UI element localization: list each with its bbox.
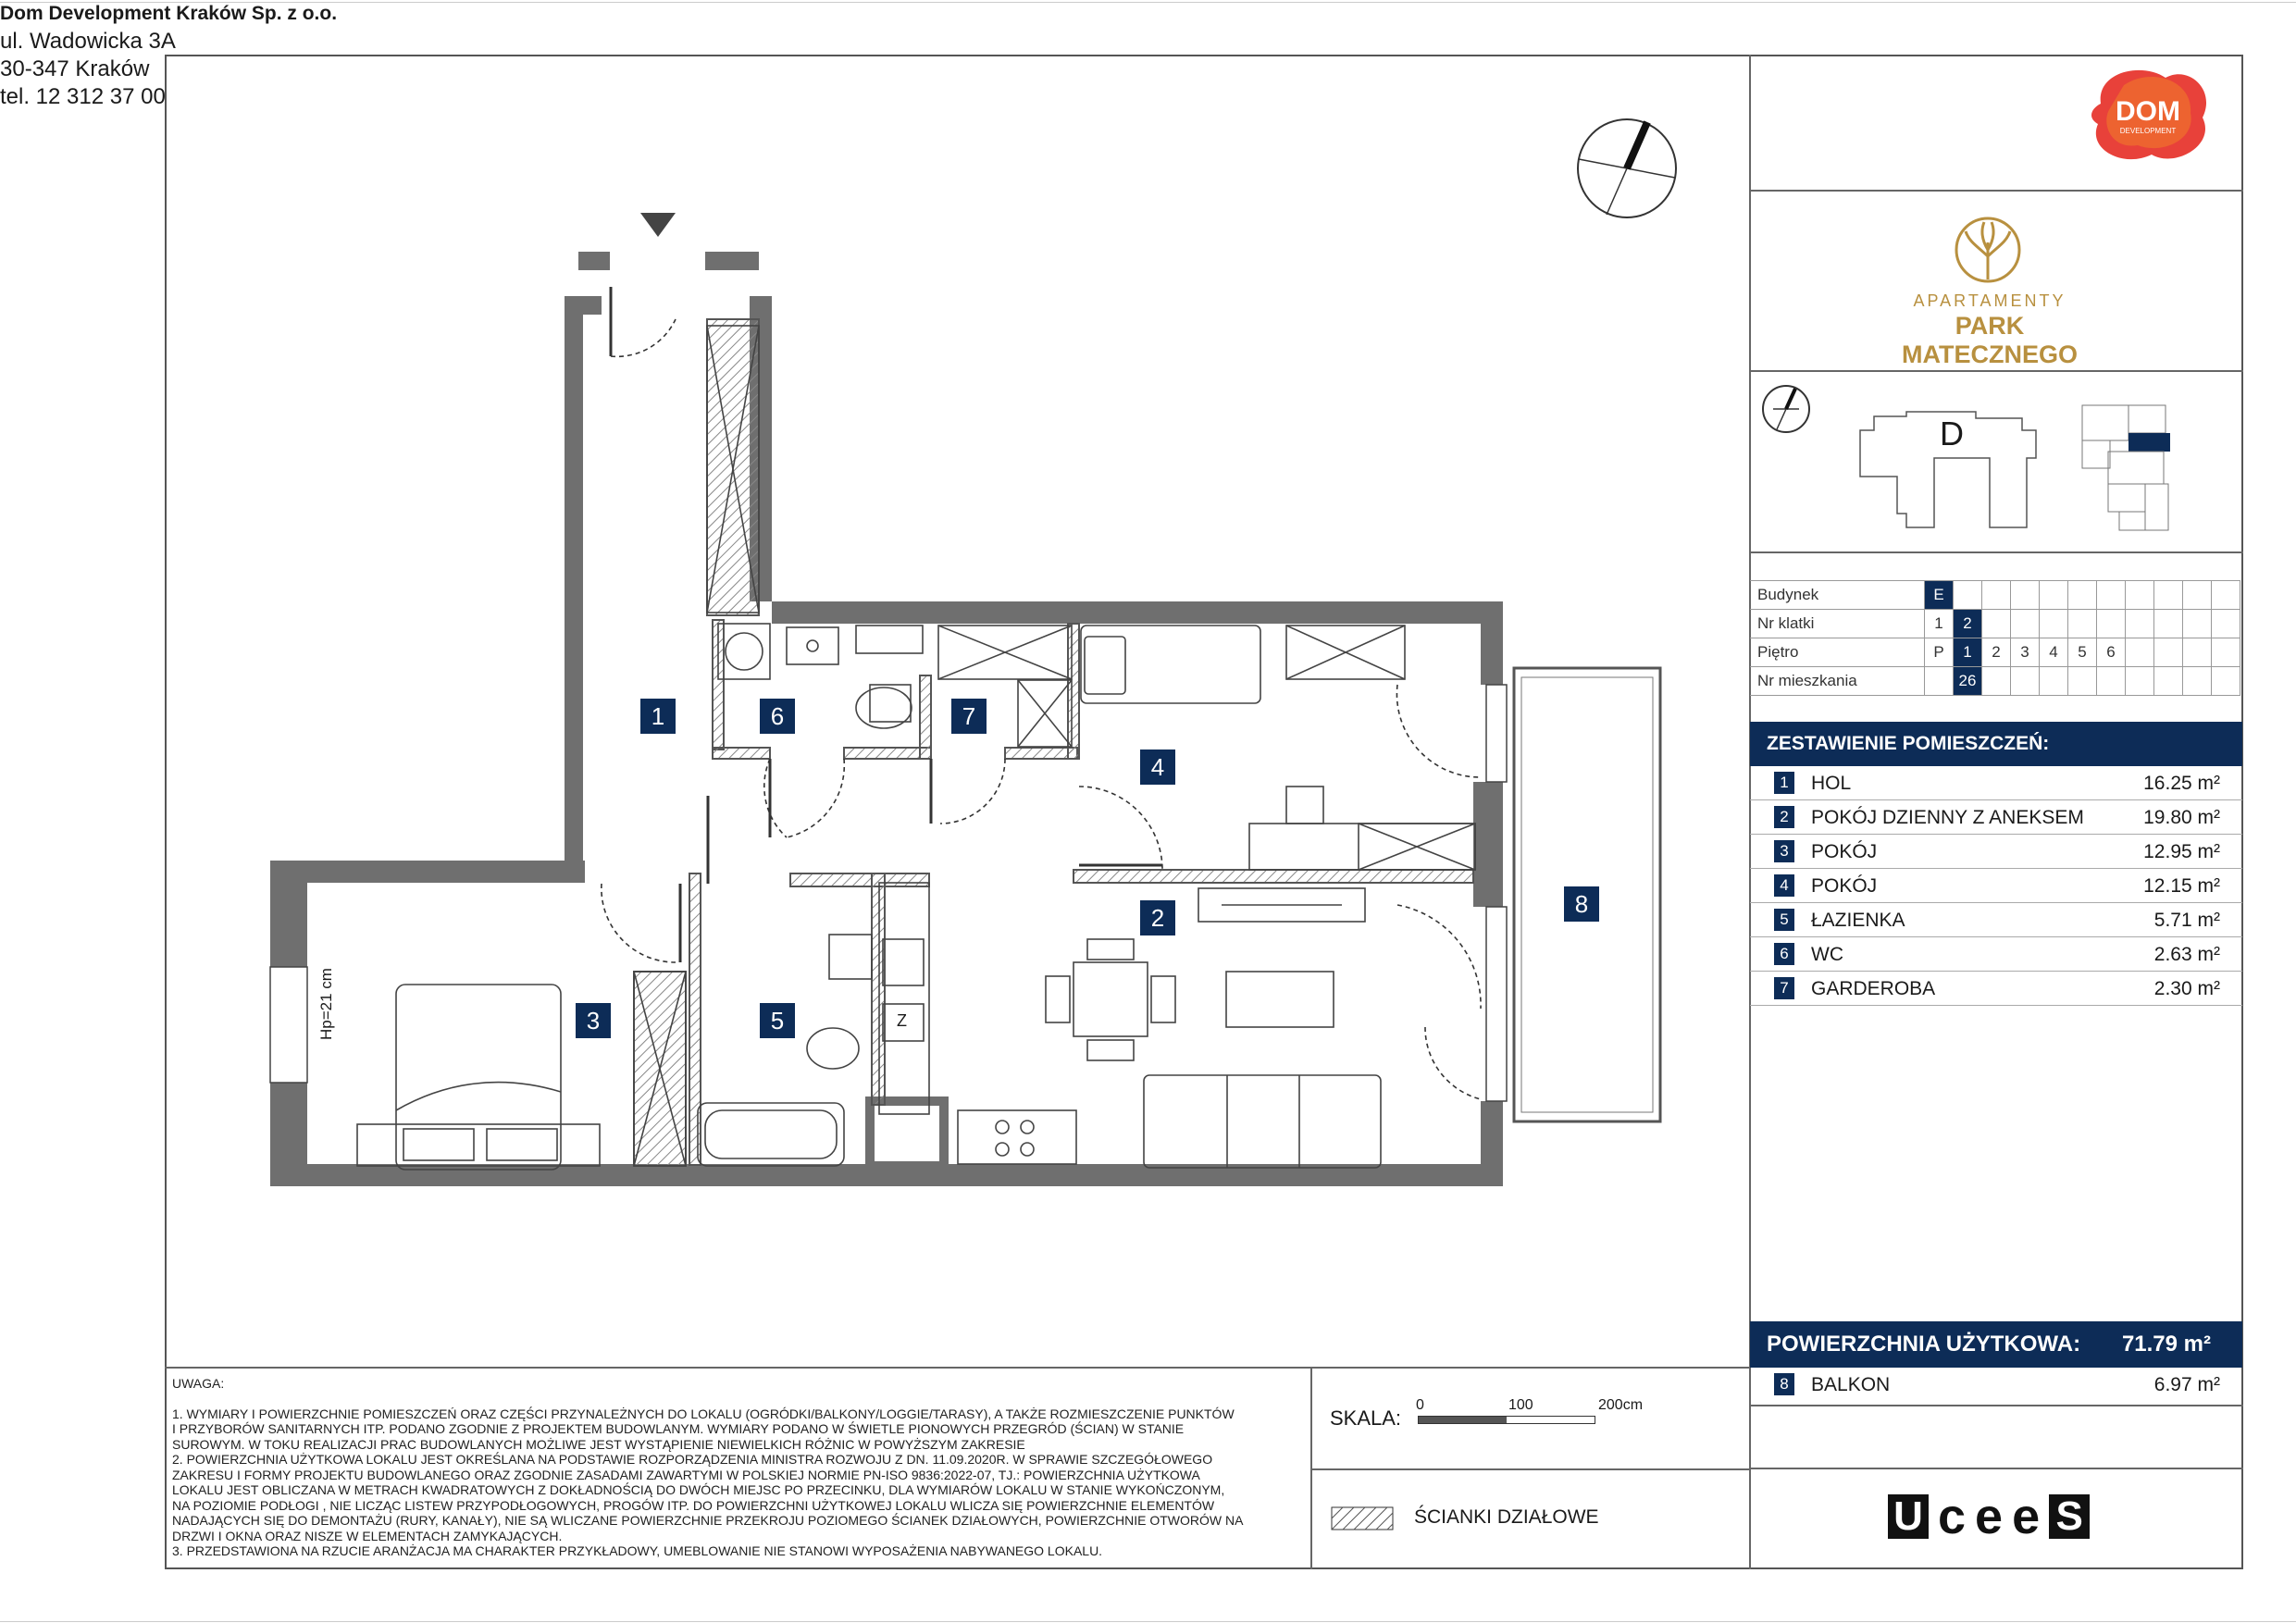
ucees-char-e2: e [2012, 1489, 2041, 1544]
building-label: D [1940, 415, 1964, 452]
room-area: 19.80 m² [2143, 807, 2220, 828]
unit-info-table [1750, 580, 2240, 696]
room-num: 2 [1774, 806, 1794, 828]
ucees-logo [1888, 1489, 2090, 1544]
note-line: 1. WYMIARY I POWIERZCHNIE POMIESZCZEŃ ORAZ CZĘŚCI PRZYNALEŻNYCH DO LOKALU (OGRÓDKI/BALKONY/LOGGIE/TARASY), A TAKŻE ROZMIESZCZENIE PUNKTÓW [172, 1406, 1235, 1421]
room-num: 4 [1774, 874, 1794, 897]
room-row-1 [1750, 766, 2242, 800]
row-mieszkanie [1750, 667, 2240, 696]
divider-notes [165, 1367, 1751, 1369]
tree-logo-icon [1953, 215, 2023, 285]
room-area: 2.30 m² [2153, 978, 2220, 999]
bottom-rule [0, 1621, 2296, 1622]
row-klatka [1750, 610, 2240, 638]
ucees-char-c: c [1938, 1489, 1967, 1544]
room-num: 1 [1774, 772, 1794, 794]
room-name: POKÓJ [1811, 841, 1878, 862]
room-row-6 [1750, 937, 2242, 972]
room-tag-8: 8 [1564, 886, 1599, 922]
pietro-4: 4 [2040, 638, 2068, 667]
budynek-value: E [1925, 581, 1954, 610]
room-name: POKÓJ DZIENNY Z ANEKSEM [1811, 807, 2084, 828]
row-pietro [1750, 638, 2240, 667]
room-name: WC [1811, 944, 1843, 965]
fridge-label: Z [897, 1011, 907, 1030]
notes-title: UWAGA: [172, 1376, 225, 1391]
mieszkanie-value: 26 [1954, 667, 1982, 696]
room-num: 6 [1774, 943, 1794, 965]
room-row-5 [1750, 903, 2242, 937]
room-area: 5.71 m² [2153, 910, 2220, 931]
divider-balcony [1749, 1405, 2243, 1406]
room-num: 5 [1774, 909, 1794, 931]
balcony-row [1750, 1368, 2242, 1405]
project-line2: PARK MATECZNEGO [1902, 312, 2078, 368]
summary-header: ZESTAWIENIE POMIESZCZEŃ: [1750, 722, 2242, 766]
ucees-char-e1: e [1975, 1489, 2004, 1544]
room-row-4 [1750, 869, 2242, 903]
note-line: NA POZIOMIE PODŁOGI , NIE LICZĄC LISTEW PRZYPODŁOGOWYCH, PROGÓW ITP. DO POWIERZCHNI UŻYTKOWEJ LOKALU WLICZA SIĘ POWIERZCHNIE ELEMENTÓW [172, 1497, 1215, 1513]
room-tag-1: 1 [640, 699, 676, 734]
ucees-char-s: S [2049, 1494, 2090, 1539]
mieszkanie-label: Nr mieszkania [1750, 667, 1925, 696]
company-name: Dom Development Kraków Sp. z o.o. [0, 3, 338, 24]
room-area: 12.15 m² [2143, 875, 2220, 897]
note-line: SUROWYM. W TOKU REALIZACJI PRAC BUDOWLANYCH MOŻLIWE JEST WYSTĄPIENIE NIEWIELKICH RÓŻNIC W POWYŻSZYM ZAKRESIE [172, 1436, 1025, 1452]
scale-bar [1418, 1416, 1595, 1424]
klatka-label: Nr klatki [1750, 610, 1925, 638]
room-area: 16.25 m² [2143, 773, 2220, 794]
divider-project [1749, 370, 2243, 372]
site-compass-icon [1758, 381, 1814, 437]
dom-logo-text: DOM [2116, 96, 2180, 127]
dom-logo-sub: DEVELOPMENT [2119, 127, 2177, 135]
room-tag-2: 2 [1140, 900, 1175, 935]
window-height-note: Hp=21 cm [317, 968, 335, 1040]
room-name: ŁAZIENKA [1811, 910, 1905, 931]
balcony-name: BALKON [1811, 1374, 1891, 1395]
company-street: ul. Wadowicka 3A [0, 29, 176, 54]
balcony-area: 6.97 m² [2153, 1374, 2220, 1395]
klatka-1: 1 [1925, 610, 1954, 638]
room-row-7 [1750, 972, 2242, 1006]
scale-label: SKALA: [1330, 1406, 1402, 1430]
room-area: 2.63 m² [2153, 944, 2220, 965]
klatka-2: 2 [1954, 610, 1982, 638]
room-row-2 [1750, 800, 2242, 835]
scale-tick-0: 0 [1416, 1397, 1424, 1413]
room-row-3 [1750, 835, 2242, 869]
room-num: 3 [1774, 840, 1794, 862]
project-line1: APARTAMENTY [1913, 291, 2066, 310]
hatch-swatch [1331, 1506, 1394, 1530]
divider-scale-legend [1310, 1468, 1751, 1470]
total-value: 71.79 m² [2121, 1332, 2211, 1357]
pietro-label: Piętro [1750, 638, 1925, 667]
top-rule [0, 2, 2296, 3]
pietro-2: 2 [1982, 638, 2011, 667]
note-line: 3. PRZEDSTAWIONA NA RZUCIE ARANŻACJA MA CHARAKTER PRZYKŁADOWY, UMEBLOWANIE NIE STANOWI WYPOSAŻENIA NABYWANEGO LOKALU. [172, 1543, 1103, 1558]
floor-plan [167, 204, 1694, 1203]
scale-tick-100: 100 [1508, 1397, 1533, 1413]
floor-key-plan [2080, 403, 2173, 533]
notes-block [172, 1376, 1292, 1559]
room-tag-3: 3 [576, 1003, 611, 1038]
room-num: 7 [1774, 977, 1794, 999]
pietro-5: 5 [2068, 638, 2097, 667]
divider-footer [1749, 1468, 2243, 1469]
ucees-char-u: U [1888, 1494, 1929, 1539]
note-line: 2. POWIERZCHNIA UŻYTKOWA LOKALU JEST OKREŚLANA NA PODSTAWIE ROZPORZĄDZENIA MINISTRA ROZWOJU Z DN. 11.09.2020R. W SPRAWIE SZCZEGÓŁOWEGO [172, 1452, 1213, 1467]
row-budynek [1750, 581, 2240, 610]
room-name: POKÓJ [1811, 875, 1878, 897]
company-phone: tel. 12 312 37 00 [0, 84, 166, 109]
scale-tick-200: 200cm [1598, 1397, 1644, 1413]
note-line: LOKALU JEST OBLICZANA W METRACH KWADRATOWYCH Z DOKŁADNOŚCIĄ DO DWÓCH MIEJSC PO PRZECINKU, DLA WYMIARÓW LOKALU W STANIE WYKOŃCZONYM, [172, 1482, 1225, 1497]
pietro-p: P [1925, 638, 1954, 667]
room-tag-4: 4 [1140, 750, 1175, 785]
pietro-3: 3 [2011, 638, 2040, 667]
note-line: I PRZYBORÓW SANITARNYCH ITP. PODANO ZGODNIE Z PROJEKTEM BUDOWLANYM. WYMIARY PODANO W ŚWIETLE PIONOWYCH PRZEGRÓD (ŚCIAN) W STANIE [172, 1421, 1185, 1436]
total-area-bar [1750, 1321, 2242, 1368]
balcony-num: 8 [1774, 1373, 1794, 1395]
pietro-1: 1 [1954, 638, 1982, 667]
room-tag-6: 6 [760, 699, 795, 734]
note-line: ZAKRESU I FORMY PROJEKTU BUDOWLANEGO ORAZ ZGODNIE ZASADAMI ZAWARTYMI W POLSKIEJ NORMIE PN-ISO 9836:2022-07, TJ.: POWIERZCHNIA UŻYTKOWA [172, 1467, 1200, 1482]
total-label: POWIERZCHNIA UŻYTKOWA: [1767, 1332, 2081, 1357]
budynek-label: Budynek [1750, 581, 1925, 610]
note-line: NADAJĄCYCH SIĘ DO DEMONTAŻU (RURY, KANAŁY), NIE SĄ WLICZANE POWIERZCHNIE PRZEKROJU POZIOMEGO ŚCIANEK DZIAŁOWYCH, POWIERZCHNIE OTWORÓW NA [172, 1513, 1244, 1528]
room-tag-7: 7 [951, 699, 987, 734]
scale-bar-fill [1419, 1417, 1507, 1423]
room-name: HOL [1811, 773, 1852, 794]
dom-development-logo [2087, 67, 2212, 164]
company-city: 30-347 Kraków [0, 56, 150, 81]
note-line: DRZWI I OKNA ORAZ NISZE W ELEMENTACH ZAMYKAJĄCYCH. [172, 1528, 563, 1543]
divider-site [1749, 551, 2243, 553]
legend-label: ŚCIANKI DZIAŁOWE [1414, 1506, 1599, 1528]
divider-company [1749, 190, 2243, 192]
pietro-6: 6 [2097, 638, 2126, 667]
room-area: 12.95 m² [2143, 841, 2220, 862]
room-name: GARDEROBA [1811, 978, 1936, 999]
room-tag-5: 5 [760, 1003, 795, 1038]
